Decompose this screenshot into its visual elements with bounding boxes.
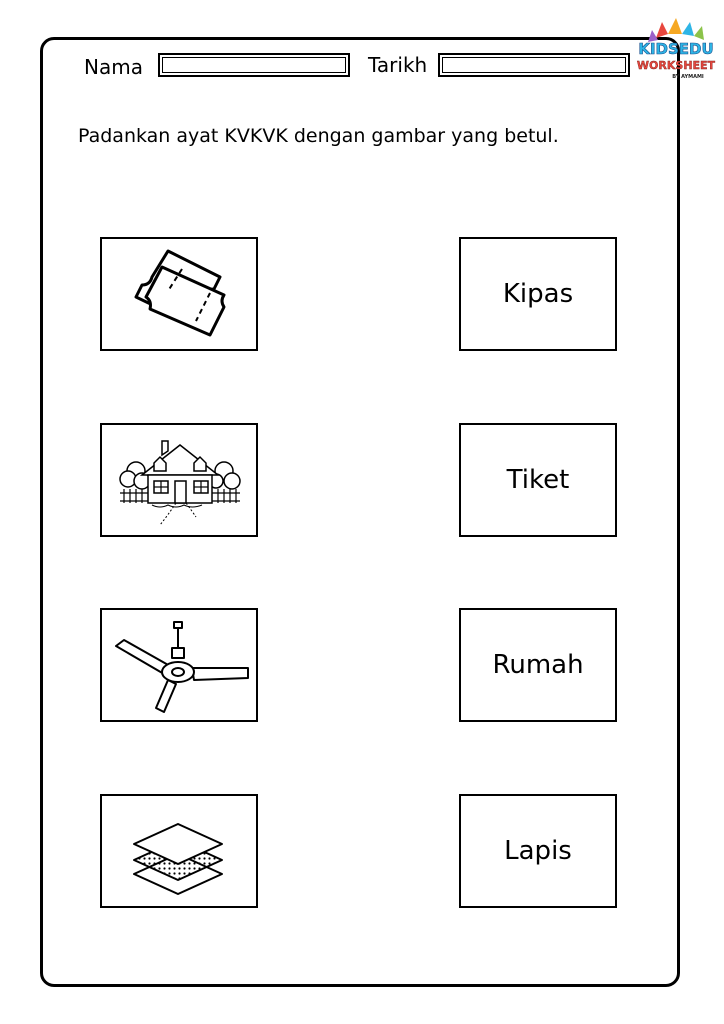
word-text: Tiket [506,465,570,495]
kidsedu-logo [632,12,720,92]
svg-text:WORKSHEET: WORKSHEET [636,59,716,72]
word-text: Lapis [504,836,572,866]
ceiling-fan-icon [102,610,256,720]
nama-field[interactable] [158,53,350,77]
layers-icon [102,796,256,906]
word-box-2[interactable] [459,423,617,537]
word-text: Kipas [502,279,574,309]
picture-box-4[interactable] [100,794,258,908]
tarikh-label: Tarikh [368,53,428,77]
svg-text:BY AYMAMI: BY AYMAMI [672,74,704,80]
nama-label: Nama [84,55,143,79]
tarikh-field[interactable] [438,53,630,77]
tickets-icon [102,239,256,349]
picture-box-3[interactable] [100,608,258,722]
picture-box-2[interactable] [100,423,258,537]
instruction-text: Padankan ayat KVKVK dengan gambar yang betul. [78,125,559,147]
word-text: Rumah [492,650,584,680]
word-box-4[interactable] [459,794,617,908]
word-box-1[interactable] [459,237,617,351]
svg-text:KIDSEDU: KIDSEDU [638,40,714,58]
house-icon [102,425,256,535]
word-box-3[interactable] [459,608,617,722]
picture-box-1[interactable] [100,237,258,351]
